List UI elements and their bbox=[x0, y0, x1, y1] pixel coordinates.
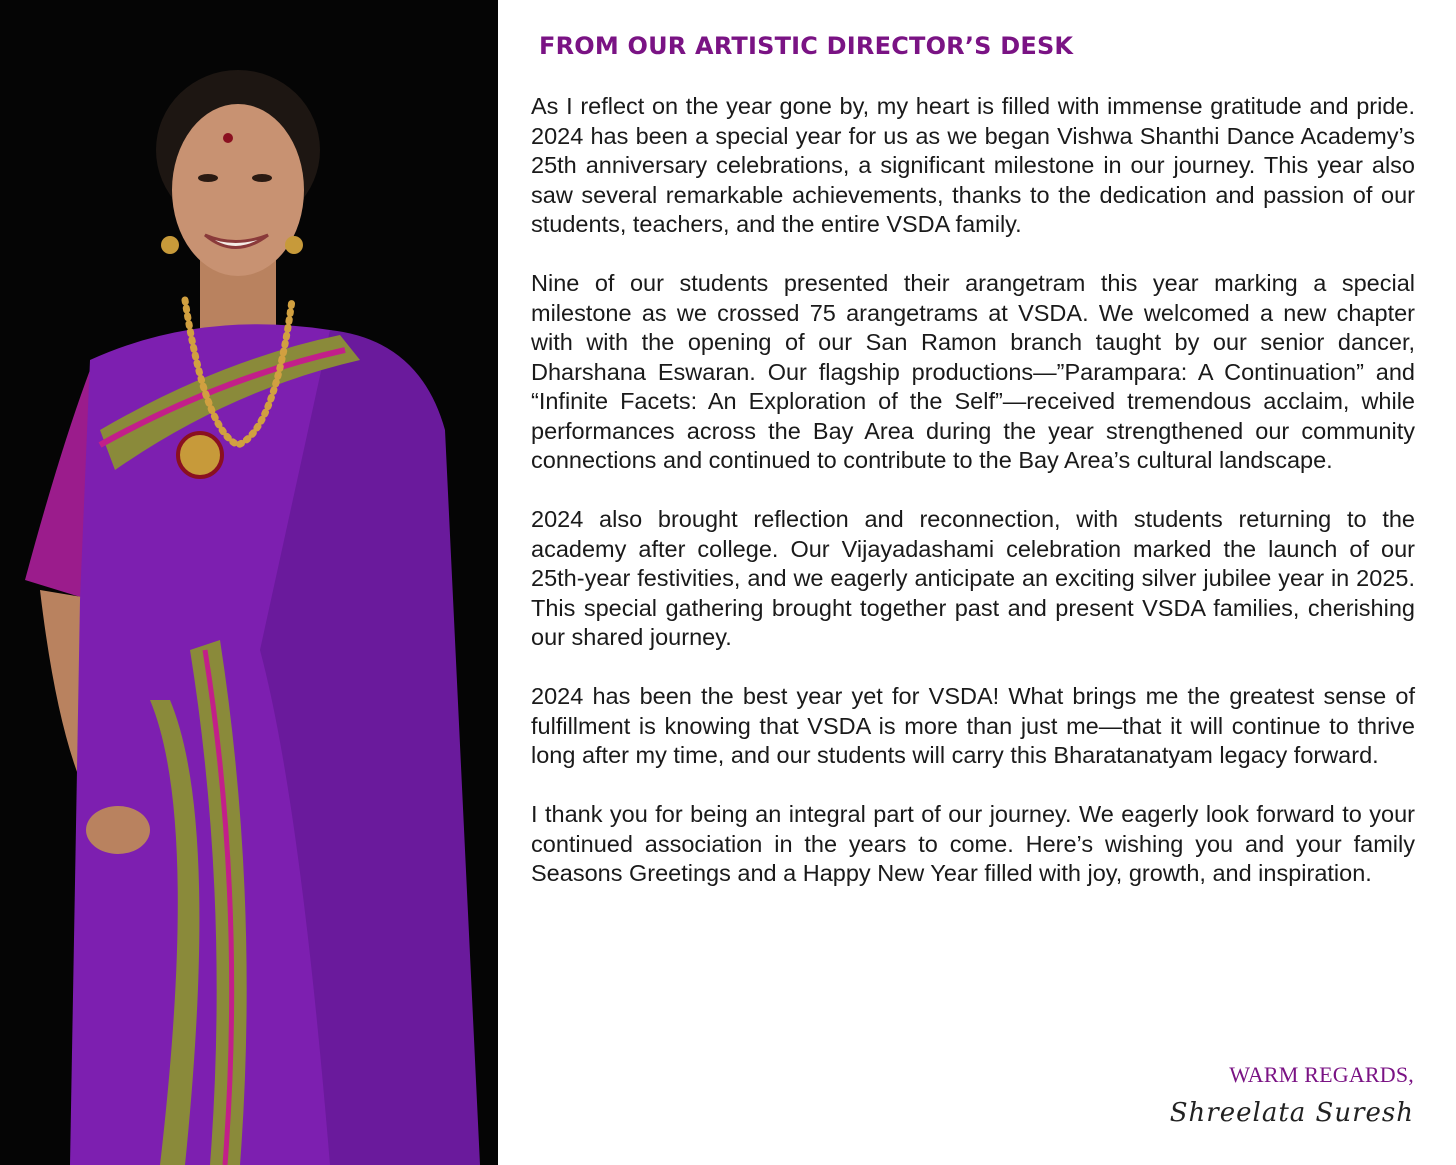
left-eye bbox=[198, 174, 218, 182]
signature: Shreelata Suresh bbox=[1169, 1098, 1414, 1128]
right-earring bbox=[285, 236, 303, 254]
bindi bbox=[223, 133, 233, 143]
right-eye bbox=[252, 174, 272, 182]
letter-paragraph: Nine of our students presented their arangetram this year marking a special milestone as we crossed 75 arangetrams at VSDA. We welcomed a new chapter with with the opening of our San Ramon branch taught by our senior dancer, Dharshana Eswaran. Our flagship productions—”Parampara: A Continuation” and “Infinite Facets: An Exploration of the Self”—received tremendous acclaim, while performances across the Bay Area during the year strengthened our community connections and continued to contribute to the Bay Area’s cultural landscape. bbox=[531, 270, 1415, 473]
face bbox=[172, 104, 304, 276]
letter-paragraph: 2024 also brought reflection and reconnection, with students returning to the academy after college. Our Vijayadashami celebration marked the launch of our 25th-year festivities, and we eagerly anticipate an exciting silver jubilee year in 2025. This special gathering brought together past and present VSDA families, cherishing our shared journey. bbox=[531, 506, 1415, 650]
letter-paragraph: I thank you for being an integral part of our journey. We eagerly look forward to your continued association in the years to come. Here’s wishing you and your family Seasons Greetings and a Happy New Year filled with joy, growth, and inspiration. bbox=[531, 801, 1415, 886]
letter-paragraph: 2024 has been the best year yet for VSDA! What brings me the greatest sense of fulfillment is knowing that VSDA is more than just me—that it will continue to thrive long after my time, and our students will carry this Bharatanatyam legacy forward. bbox=[531, 683, 1415, 768]
necklace-pendant bbox=[178, 433, 222, 477]
signoff bbox=[1170, 1062, 1414, 1128]
left-earring bbox=[161, 236, 179, 254]
warm-regards: WARM REGARDS, bbox=[1229, 1062, 1414, 1087]
director-portrait bbox=[0, 0, 498, 1165]
letter-section bbox=[531, 24, 1415, 918]
page-title: FROM OUR ARTISTIC DIRECTOR’S DESK bbox=[539, 32, 1074, 60]
letter-paragraph: As I reflect on the year gone by, my heart is filled with immense gratitude and pride. 2024 has been a special year for us as we began Vishwa Shanthi Dance Academy’s 25th anniversary celebrations, a significant milestone in our journey. This year also saw several remarkable achievements, thanks to the dedication and passion of our students, teachers, and the entire VSDA family. bbox=[531, 93, 1415, 237]
hands bbox=[86, 806, 150, 854]
letter-body bbox=[531, 92, 1415, 889]
portrait-illustration bbox=[0, 0, 498, 1165]
